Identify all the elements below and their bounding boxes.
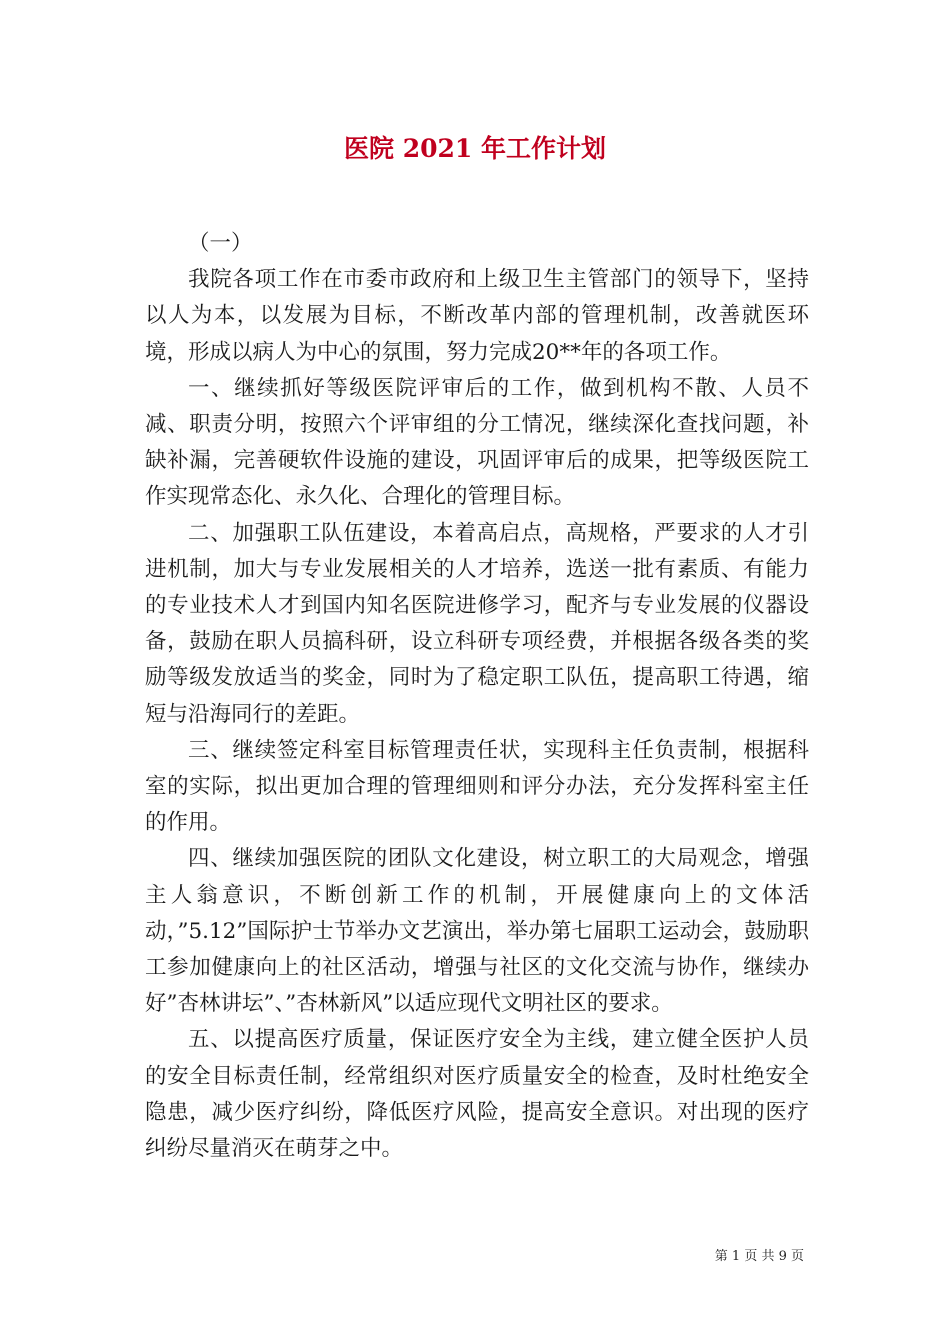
paragraph-item-3: 三、继续签定科室目标管理责任状，实现科主任负责制，根据科室的实际，拟出更加合理的管理细则和评分办法，充分发挥科室主任的作用。: [145, 737, 809, 836]
paragraph-intro: 我院各项工作在市委市政府和上级卫生主管部门的领导下，坚持以人为本，以发展为目标，不断改革内部的管理机制，改善就医环境，形成以病人为中心的氛围，努力完成20**年的各项工作。: [145, 267, 809, 365]
paragraph-item-5: 五、以提高医疗质量，保证医疗安全为主线，建立健全医护人员的安全目标责任制，经常组织对医疗质量安全的检查，及时杜绝安全隐患，减少医疗纠纷，降低医疗风险，提高安全意识。对出现的医疗纠纷尽量消灭在萌芽之中。: [145, 1027, 809, 1162]
section-marker: （一）: [188, 231, 253, 256]
paragraph-item-1: 一、继续抓好等级医院评审后的工作，做到机构不散、人员不减、职责分明，按照六个评审组的分工情况，继续深化查找问题，补缺补漏，完善硬软件设施的建设，巩固评审后的成果，把等级医院工作实现常态化、永久化、合理化的管理目标。: [145, 375, 809, 510]
document-title: 医院 2021 年工作计划: [344, 134, 606, 163]
paragraph-item-2: 二、加强职工队伍建设，本着高启点，高规格，严要求的人才引进机制，加大与专业发展相关的人才培养，选送一批有素质、有能力的专业技术人才到国内知名医院进修学习，配齐与专业发展的仪器设备，鼓励在职人员搞科研，设立科研专项经费，并根据各级各类的奖励等级发放适当的奖金，同时为了稳定职工队伍，提高职工待遇，缩短与沿海同行的差距。: [145, 520, 809, 727]
page-number: 第 1 页 共 9 页: [714, 1249, 804, 1264]
paragraph-item-4: 四、继续加强医院的团队文化建设，树立职工的大局观念，增强主人翁意识，不断创新工作的机制，开展健康向上的文体活动，”5.12”国际护士节举办文艺演出，举办第七届职工运动会，鼓励职工参加健康向上的社区活动，增强与社区的文化交流与协作，继续办好”杏林讲坛”、”杏林新风”以适应现代文明社区的要求。: [145, 846, 809, 1017]
document-body: [145, 226, 809, 1167]
